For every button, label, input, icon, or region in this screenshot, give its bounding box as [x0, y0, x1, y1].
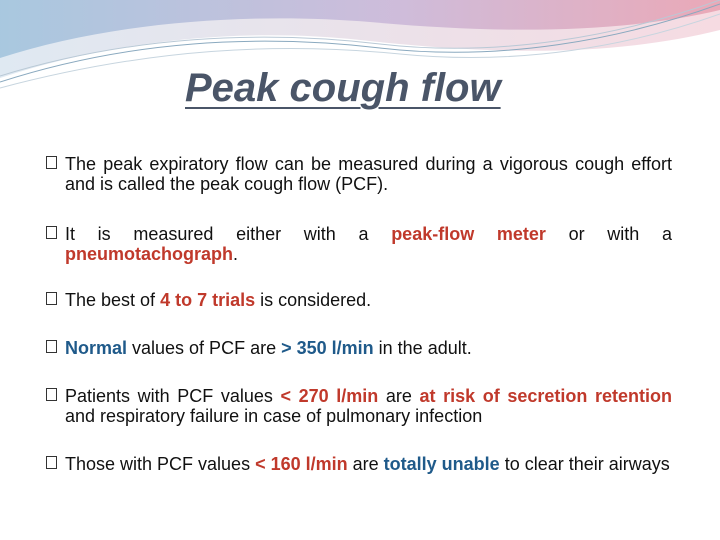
bullet-highlight-text: pneumotachograph — [65, 244, 234, 264]
bullet-marker-icon — [46, 156, 57, 169]
bullet-text: or with a — [545, 224, 672, 244]
bullet-highlight-text: peak-flow meter — [391, 224, 546, 244]
bullet-text: and respiratory failure in case of pulmonary infection — [65, 406, 483, 426]
bullet-highlight-text: at risk of secretion retention — [419, 386, 672, 406]
bullet-text: are — [347, 454, 384, 474]
bullet-highlight-text: < 270 l/min — [280, 386, 379, 406]
bullet-item — [46, 224, 672, 264]
bullet-item — [46, 386, 672, 426]
bullet-highlight-text: > 350 l/min — [281, 338, 374, 358]
bullet-highlight-text: 4 to 7 trials — [160, 290, 256, 310]
bullet-text: are — [378, 386, 420, 406]
bullet-text: in the adult. — [373, 338, 472, 358]
bullet-text: It is measured either with a — [65, 224, 392, 244]
bullet-marker-icon — [46, 292, 57, 305]
bullet-item — [46, 454, 672, 474]
bullet-text: to clear their airways — [499, 454, 670, 474]
bullet-text: . — [233, 244, 239, 264]
slide-title: Peak cough flow — [185, 66, 501, 110]
bullet-text: values of PCF are — [127, 338, 282, 358]
bullet-marker-icon — [46, 226, 57, 239]
bullet-text: The best of — [65, 290, 161, 310]
bullet-marker-icon — [46, 340, 57, 353]
bullet-marker-icon — [46, 456, 57, 469]
bullet-item — [46, 290, 672, 310]
bullet-marker-icon — [46, 388, 57, 401]
bullet-text: The peak expiratory flow can be measured during a vigorous cough effort and is called the peak cough flow (PCF). — [65, 154, 672, 194]
bullet-text: Those with PCF values — [65, 454, 256, 474]
bullet-item — [46, 338, 672, 358]
bullet-highlight-text: < 160 l/min — [255, 454, 348, 474]
bullet-text: Patients with PCF values — [65, 386, 281, 406]
bullet-highlight-text: totally unable — [383, 454, 500, 474]
bullet-text: is considered. — [255, 290, 372, 310]
bullet-item — [46, 154, 672, 194]
bullet-highlight-text: Normal — [65, 338, 128, 358]
